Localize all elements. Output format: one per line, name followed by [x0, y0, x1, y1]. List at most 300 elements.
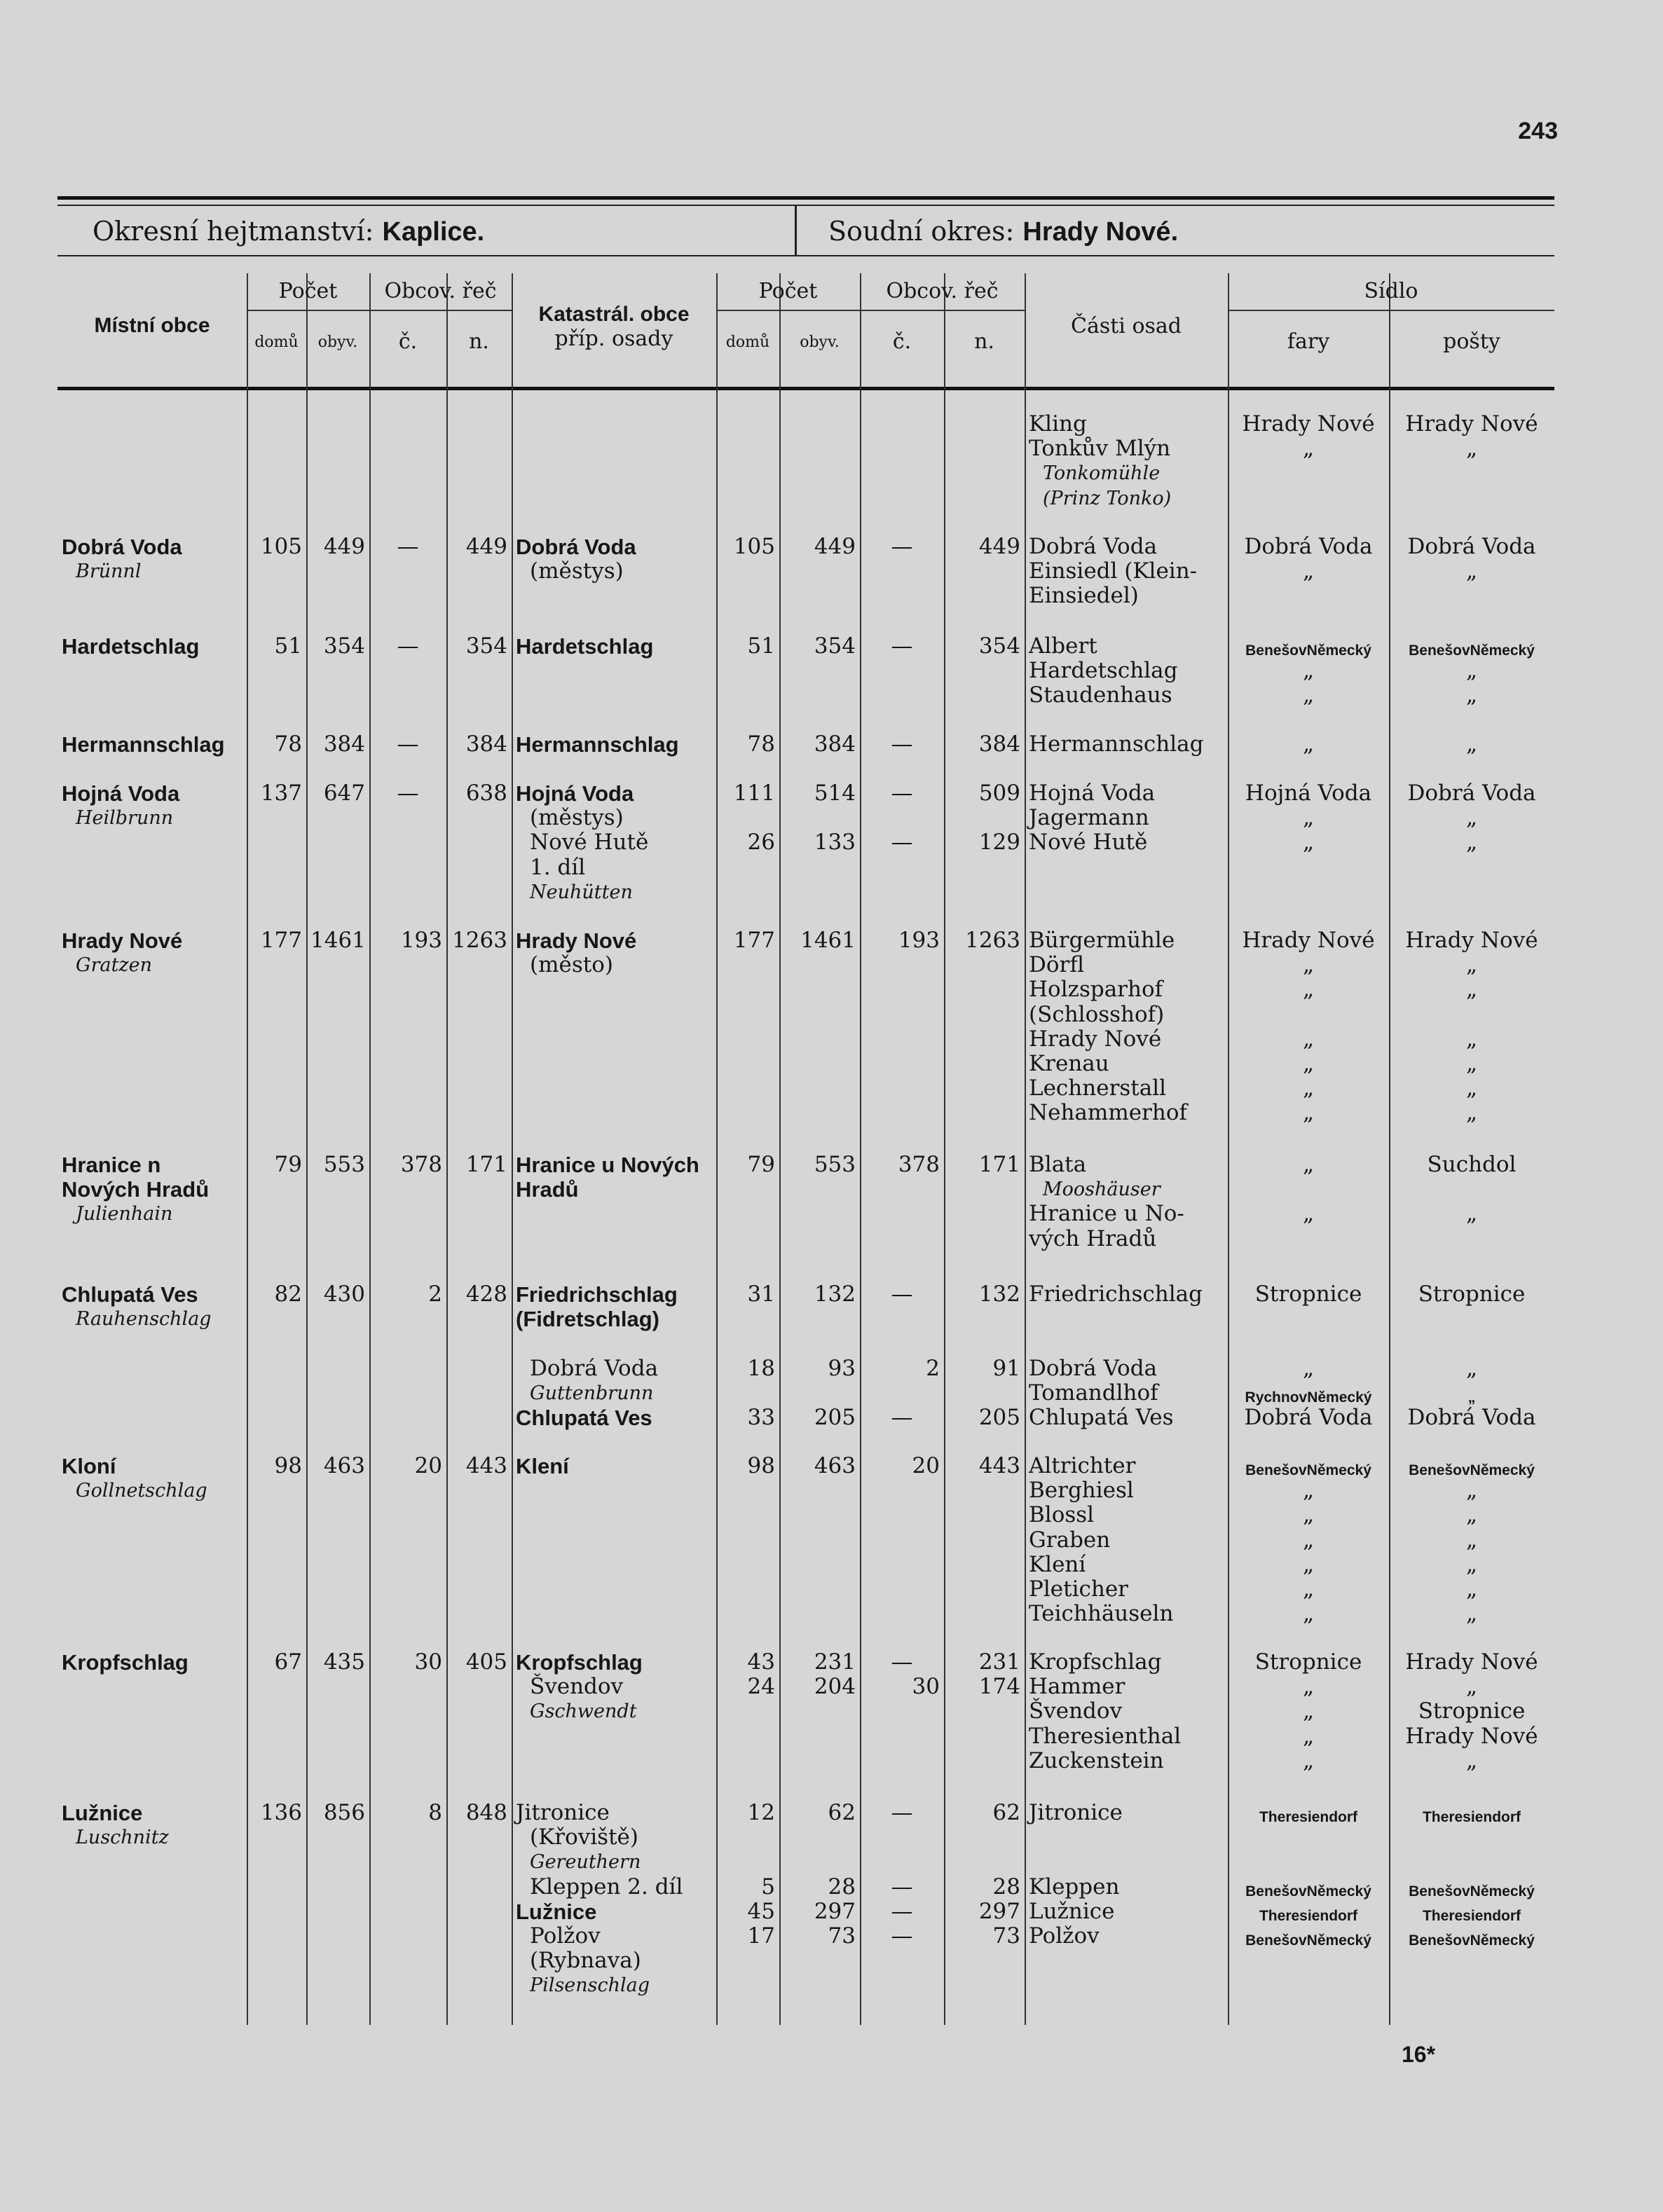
obec-domu: 98 [274, 1453, 302, 1478]
posta-seat: BenešovNěmecký [1409, 1462, 1535, 1478]
katastr-name: (městys) [530, 558, 624, 584]
header-rule [716, 310, 1025, 311]
obec-german-name: Gratzen [76, 954, 153, 977]
fara-seat: „ [1302, 1551, 1315, 1577]
posta-seat: „ [1465, 1026, 1478, 1052]
fara-seat: Stropnice [1254, 1649, 1362, 1675]
district-value: Kaplice. [382, 217, 485, 247]
obec-n: 1263 [452, 928, 507, 953]
cast-osady: Blata [1029, 1152, 1087, 1177]
header-domu-2: domů [725, 334, 770, 351]
column-divider [779, 273, 781, 2025]
header-rule [1228, 310, 1554, 311]
header-c: č. [398, 329, 418, 354]
obec-c: 20 [414, 1453, 442, 1478]
katastr-obyv: 132 [814, 1282, 856, 1307]
cast-osady: Theresienthal [1029, 1723, 1182, 1749]
fara-seat: „ [1302, 558, 1315, 584]
katastr-c: 378 [898, 1152, 940, 1177]
katastr-n: 297 [978, 1898, 1020, 1924]
cast-osady: Bürgermühle [1029, 928, 1175, 953]
katastr-c: — [891, 1282, 913, 1307]
katastr-name: (Křoviště) [530, 1825, 638, 1850]
katastr-c: — [891, 633, 913, 659]
column-divider [369, 273, 371, 2025]
posta-seat: „ [1465, 1551, 1478, 1577]
cast-osady: Chlupatá Ves [1029, 1405, 1174, 1430]
obec-name: Hardetschlag [62, 634, 200, 659]
posta-seat: BenešovNěmecký [1409, 643, 1535, 659]
fara-seat: „ [1302, 1026, 1315, 1052]
fara-seat: Theresiendorf [1259, 1907, 1358, 1924]
katastr-domu: 33 [747, 1405, 775, 1430]
fara-seat: BenešovNěmecký [1245, 1932, 1371, 1949]
posta-seat: „ [1467, 1389, 1476, 1406]
cast-osady: Tomandlhof [1029, 1380, 1158, 1406]
fara-seat: „ [1302, 1747, 1315, 1773]
katastr-n: 28 [992, 1874, 1020, 1900]
katastr-n: 449 [978, 534, 1020, 559]
katastr-name: (město) [530, 952, 613, 978]
katastr-name: (Rybnava) [530, 1948, 641, 1974]
cast-osady: Lužnice [1029, 1898, 1115, 1924]
posta-seat: „ [1465, 1674, 1478, 1700]
posta-seat: „ [1465, 1100, 1478, 1126]
obec-c: — [397, 731, 419, 757]
katastr-name: Nové Hutě [530, 830, 649, 856]
cast-osady: (Prinz Tonko) [1043, 487, 1172, 509]
column-divider [944, 273, 945, 2025]
fara-seat: BenešovNěmecký [1245, 1462, 1371, 1478]
obec-name: Chlupatá Ves [62, 1282, 198, 1307]
obec-domu: 137 [260, 781, 302, 806]
cast-osady: Polžov [1029, 1923, 1100, 1949]
katastr-domu: 5 [761, 1874, 775, 1900]
district-title [93, 216, 484, 247]
posta-seat: Hrady Nové [1405, 1649, 1538, 1675]
posta-seat: „ [1465, 1201, 1478, 1227]
obec-obyv: 430 [323, 1282, 365, 1307]
katastr-n: 171 [978, 1152, 1020, 1177]
column-divider [512, 273, 513, 2025]
fara-seat: „ [1302, 1201, 1315, 1227]
posta-seat: „ [1465, 1051, 1478, 1076]
header-pocet: Počet [278, 279, 338, 303]
katastr-name: Klení [516, 1454, 569, 1478]
header-c-2: č. [892, 329, 912, 354]
fara-seat: „ [1302, 830, 1315, 856]
katastr-n: 73 [992, 1923, 1020, 1949]
posta-seat: Stropnice [1418, 1282, 1526, 1307]
posta-seat: „ [1465, 731, 1478, 757]
cast-osady: Albert [1029, 633, 1097, 659]
katastr-name: Gschwendt [530, 1701, 637, 1723]
katastr-domu: 26 [747, 830, 775, 856]
page-number: 243 [1518, 118, 1558, 144]
cast-osady: Nehammerhof [1029, 1100, 1187, 1126]
cast-osady: Hrady Nové [1029, 1026, 1162, 1052]
katastr-n: 132 [978, 1282, 1020, 1307]
header-obyv-2: obyv. [800, 334, 840, 351]
fara-seat: „ [1302, 805, 1315, 831]
fara-seat: „ [1302, 1674, 1315, 1700]
obec-obyv: 856 [323, 1800, 365, 1825]
obec-german-name: Heilbrunn [76, 807, 174, 830]
katastr-n: 443 [978, 1453, 1020, 1478]
katastr-name: Hojná Voda [516, 781, 634, 806]
katastr-obyv: 354 [814, 633, 856, 659]
title-row [57, 205, 1554, 256]
posta-seat: „ [1465, 977, 1478, 1003]
cast-osady: (Schlosshof) [1029, 1001, 1165, 1027]
obec-domu: 79 [274, 1152, 302, 1177]
header-casti-osad: Části osad [1071, 314, 1182, 338]
obec-n: 354 [465, 633, 507, 659]
header-obcov-rec: Obcov. řeč [384, 279, 497, 303]
katastr-domu: 78 [747, 731, 775, 757]
cast-osady: Graben [1029, 1527, 1111, 1553]
column-divider [446, 273, 448, 2025]
katastr-obyv: 553 [814, 1152, 856, 1177]
cast-osady: Jitronice [1029, 1800, 1123, 1825]
katastr-name: 1. díl [530, 854, 586, 880]
cast-osady: Nové Hutě [1029, 830, 1148, 856]
katastr-name: Hermannschlag [516, 732, 679, 757]
cast-osady: Einsiedl (Klein- [1029, 558, 1198, 584]
katastr-obyv: 463 [814, 1453, 856, 1478]
fara-seat: „ [1302, 977, 1315, 1003]
katastr-obyv: 384 [814, 731, 856, 757]
posta-seat: Stropnice [1418, 1698, 1526, 1724]
court-label: Soudní okres: [828, 216, 1015, 247]
column-divider [247, 273, 248, 2025]
katastr-name: Gereuthern [530, 1851, 641, 1874]
posta-seat: Dobrá Voda [1407, 1405, 1536, 1430]
katastr-domu: 51 [747, 633, 775, 659]
fara-seat: Hrady Nové [1242, 411, 1375, 437]
header-obyv: obyv. [317, 334, 358, 351]
posta-seat: „ [1465, 1601, 1478, 1627]
obec-obyv: 463 [323, 1453, 365, 1478]
katastr-name: (Fidretschlag) [516, 1307, 659, 1332]
fara-seat: „ [1302, 1601, 1315, 1627]
cast-osady: Holzsparhof [1029, 977, 1163, 1003]
obec-domu: 105 [260, 534, 302, 559]
obec-obyv: 1461 [310, 928, 366, 953]
katastr-name: Švendov [530, 1674, 624, 1700]
katastr-domu: 31 [747, 1282, 775, 1307]
katastr-obyv: 73 [828, 1923, 856, 1949]
obec-n: 449 [465, 534, 507, 559]
katastr-c: — [891, 1405, 913, 1430]
posta-seat: „ [1465, 558, 1478, 584]
katastr-c: — [891, 830, 913, 856]
obec-c: 193 [400, 928, 442, 953]
katastr-name: Chlupatá Ves [516, 1406, 652, 1430]
katastr-obyv: 1461 [800, 928, 856, 953]
obec-c: 30 [414, 1649, 442, 1675]
katastr-name: Neuhütten [530, 881, 633, 903]
cast-osady: Hojná Voda [1029, 781, 1156, 806]
fara-seat: „ [1302, 682, 1315, 708]
fara-seat: „ [1302, 1527, 1315, 1553]
fara-seat: RychnovNěmecký [1245, 1389, 1372, 1406]
obec-n: 384 [465, 731, 507, 757]
katastr-name: Guttenbrunn [530, 1382, 654, 1404]
katastr-c: — [891, 1874, 913, 1900]
obec-c: 378 [400, 1152, 442, 1177]
katastr-c: — [891, 1800, 913, 1825]
fara-seat: „ [1302, 1100, 1315, 1126]
katastr-obyv: 28 [828, 1874, 856, 1900]
obec-german-name: Rauhenschlag [76, 1308, 212, 1331]
header-obcov-rec-2: Obcov. řeč [886, 279, 999, 303]
court-title [828, 216, 1178, 247]
cast-osady: Staudenhaus [1029, 682, 1172, 708]
katastr-domu: 79 [747, 1152, 775, 1177]
posta-seat: „ [1465, 436, 1478, 462]
header-rule [247, 310, 512, 311]
fara-seat: Dobrá Voda [1244, 534, 1373, 559]
cast-osady: Jagermann [1029, 805, 1149, 831]
posta-seat: Theresiendorf [1422, 1907, 1521, 1924]
fara-seat: „ [1302, 1478, 1315, 1504]
cast-osady: Hardetschlag [1029, 658, 1178, 684]
fara-seat: BenešovNěmecký [1245, 1883, 1371, 1900]
katastr-domu: 18 [747, 1355, 775, 1381]
posta-seat: Theresiendorf [1422, 1809, 1521, 1825]
katastr-name: Polžov [530, 1923, 601, 1949]
katastr-n: 1263 [965, 928, 1020, 953]
obec-n: 405 [465, 1649, 507, 1675]
posta-seat: „ [1465, 682, 1478, 708]
katastr-name: Hrady Nové [516, 928, 637, 953]
cast-osady: Klení [1029, 1551, 1086, 1577]
obec-c: — [397, 534, 419, 559]
obec-obyv: 449 [323, 534, 365, 559]
cast-osady: Berghiesl [1029, 1478, 1134, 1504]
katastr-n: 384 [978, 731, 1020, 757]
katastr-c: — [891, 1923, 913, 1949]
katastr-c: — [891, 731, 913, 757]
katastr-n: 231 [978, 1649, 1020, 1675]
katastr-domu: 12 [747, 1800, 775, 1825]
posta-seat: „ [1465, 658, 1478, 684]
cast-osady: Švendov [1029, 1698, 1123, 1724]
cast-osady: Dobrá Voda [1029, 1355, 1158, 1381]
katastr-obyv: 204 [814, 1674, 856, 1700]
obec-obyv: 384 [323, 731, 365, 757]
cast-osady: Kling [1029, 411, 1087, 437]
katastr-obyv: 133 [814, 830, 856, 856]
obec-german-name: Julienhain [76, 1203, 173, 1225]
katastr-c: 30 [912, 1674, 940, 1700]
obec-n: 428 [465, 1282, 507, 1307]
cast-osady: Zuckenstein [1029, 1747, 1164, 1773]
posta-seat: „ [1465, 1478, 1478, 1504]
obec-german-name: Gollnetschlag [76, 1480, 207, 1502]
cast-osady: Krenau [1029, 1051, 1109, 1076]
posta-seat: BenešovNěmecký [1409, 1932, 1535, 1949]
fara-seat: Dobrá Voda [1244, 1405, 1373, 1430]
katastr-name: Friedrichschlag [516, 1282, 678, 1307]
cast-osady: Kleppen [1029, 1874, 1120, 1900]
cast-osady: Tonkomühle [1043, 462, 1161, 485]
obec-name: Hojná Voda [62, 781, 180, 806]
obec-obyv: 553 [323, 1152, 365, 1177]
obec-c: — [397, 633, 419, 659]
katastr-obyv: 62 [828, 1800, 856, 1825]
obec-name: Lužnice [62, 1801, 143, 1825]
posta-seat: Dobrá Voda [1407, 534, 1536, 559]
katastr-name: Dobrá Voda [516, 535, 636, 559]
obec-n: 171 [465, 1152, 507, 1177]
obec-domu: 67 [274, 1649, 302, 1675]
katastr-domu: 17 [747, 1923, 775, 1949]
fara-seat: „ [1302, 1698, 1315, 1724]
katastr-obyv: 205 [814, 1405, 856, 1430]
fara-seat: Hrady Nové [1242, 928, 1375, 953]
katastr-domu: 177 [733, 928, 775, 953]
posta-seat: „ [1465, 1747, 1478, 1773]
cast-osady: Teichhäuseln [1029, 1601, 1174, 1627]
katastr-n: 174 [978, 1674, 1020, 1700]
cast-osady: Altrichter [1029, 1453, 1136, 1478]
district-label: Okresní hejtmanství: [93, 216, 374, 247]
cast-osady: Hammer [1029, 1674, 1125, 1700]
cast-osady: Einsiedel) [1029, 583, 1139, 609]
obec-german-name: Luschnitz [76, 1827, 169, 1849]
cast-osady: Lechnerstall [1029, 1076, 1167, 1101]
obec-name: Kropfschlag [62, 1650, 189, 1675]
header-domu: domů [254, 334, 299, 351]
katastr-n: 129 [978, 830, 1020, 856]
cast-osady: Hermannschlag [1029, 731, 1204, 757]
katastr-domu: 105 [733, 534, 775, 559]
katastr-obyv: 449 [814, 534, 856, 559]
column-divider [1389, 273, 1390, 2025]
obec-domu: 51 [274, 633, 302, 659]
column-divider [306, 273, 308, 2025]
katastr-name: Dobrá Voda [530, 1355, 659, 1381]
katastr-obyv: 231 [814, 1649, 856, 1675]
katastr-n: 509 [978, 781, 1020, 806]
posta-seat: „ [1465, 1576, 1478, 1602]
katastr-obyv: 297 [814, 1898, 856, 1924]
fara-seat: Hojná Voda [1245, 781, 1372, 806]
fara-seat: „ [1302, 952, 1315, 978]
katastr-c: — [891, 534, 913, 559]
header-fary: fary [1287, 329, 1330, 354]
obec-c: 8 [428, 1800, 442, 1825]
obec-name: Hermannschlag [62, 732, 225, 757]
katastr-domu: 98 [747, 1453, 775, 1478]
obec-n: 848 [465, 1800, 507, 1825]
katastr-obyv: 93 [828, 1355, 856, 1381]
obec-name: Hranice n Nových Hradů [62, 1153, 210, 1202]
obec-name: Hrady Nové [62, 928, 183, 953]
cast-osady: Kropfschlag [1029, 1649, 1162, 1675]
header-n-2: n. [974, 329, 994, 354]
cast-osady: Mooshäuser [1043, 1179, 1161, 1201]
katastr-n: 205 [978, 1405, 1020, 1430]
katastr-name: Lužnice [516, 1899, 597, 1924]
fara-seat: „ [1302, 1576, 1315, 1602]
cast-osady: vých Hradů [1029, 1225, 1157, 1251]
obec-name: Kloní [62, 1454, 116, 1478]
fara-seat: BenešovNěmecký [1245, 643, 1371, 659]
fara-seat: „ [1302, 436, 1315, 462]
header-pocet-2: Počet [758, 279, 818, 303]
fara-seat: „ [1302, 658, 1315, 684]
posta-seat: „ [1465, 1076, 1478, 1101]
posta-seat: „ [1465, 1502, 1478, 1528]
posta-seat: „ [1465, 1355, 1478, 1381]
title-divider [795, 206, 797, 255]
katastr-name: Pilsenschlag [530, 1974, 650, 1997]
posta-seat: Dobrá Voda [1407, 781, 1536, 806]
fara-seat: „ [1302, 1355, 1315, 1381]
katastr-domu: 45 [747, 1898, 775, 1924]
fara-seat: „ [1302, 1723, 1315, 1749]
katastr-c: — [891, 1649, 913, 1675]
katastr-c: 193 [898, 928, 940, 953]
katastr-name: Hardetschlag [516, 634, 654, 659]
katastr-n: 354 [978, 633, 1020, 659]
obec-domu: 177 [260, 928, 302, 953]
column-divider [716, 273, 718, 2025]
fara-seat: Stropnice [1254, 1282, 1362, 1307]
posta-seat: BenešovNěmecký [1409, 1883, 1535, 1900]
cast-osady: Hranice u No- [1029, 1201, 1184, 1227]
obec-obyv: 647 [323, 781, 365, 806]
column-divider [860, 273, 861, 2025]
katastr-domu: 111 [733, 781, 775, 806]
top-rule [57, 196, 1554, 200]
posta-seat: „ [1465, 952, 1478, 978]
katastr-c: — [891, 781, 913, 806]
header-katastr-2: příp. osady [554, 327, 673, 351]
obec-obyv: 435 [323, 1649, 365, 1675]
header-mistni-obce: Místní obce [94, 314, 210, 337]
fara-seat: Theresiendorf [1259, 1809, 1358, 1825]
katastr-name: Jitronice [516, 1800, 610, 1825]
cast-osady: Friedrichschlag [1029, 1282, 1203, 1307]
fara-seat: „ [1302, 1051, 1315, 1076]
fara-seat: „ [1302, 1152, 1315, 1177]
katastr-name: Hranice u Nových Hradů [516, 1153, 699, 1202]
cast-osady: Tonkův Mlýn [1029, 436, 1171, 462]
katastr-obyv: 514 [814, 781, 856, 806]
fara-seat: „ [1302, 731, 1315, 757]
posta-seat: „ [1465, 1527, 1478, 1553]
posta-seat: Suchdol [1427, 1152, 1517, 1177]
posta-seat: „ [1465, 830, 1478, 856]
obec-c: 2 [428, 1282, 442, 1307]
katastr-c: 2 [926, 1355, 940, 1381]
header-katastr: Katastrál. obce [538, 303, 690, 326]
obec-n: 443 [465, 1453, 507, 1478]
katastr-n: 62 [992, 1800, 1020, 1825]
obec-domu: 78 [274, 731, 302, 757]
katastr-domu: 24 [747, 1674, 775, 1700]
column-divider [1228, 273, 1229, 2025]
obec-domu: 136 [260, 1800, 302, 1825]
obec-n: 638 [465, 781, 507, 806]
katastr-domu: 43 [747, 1649, 775, 1675]
posta-seat: Hrady Nové [1405, 1723, 1538, 1749]
cast-osady: Pleticher [1029, 1576, 1128, 1602]
